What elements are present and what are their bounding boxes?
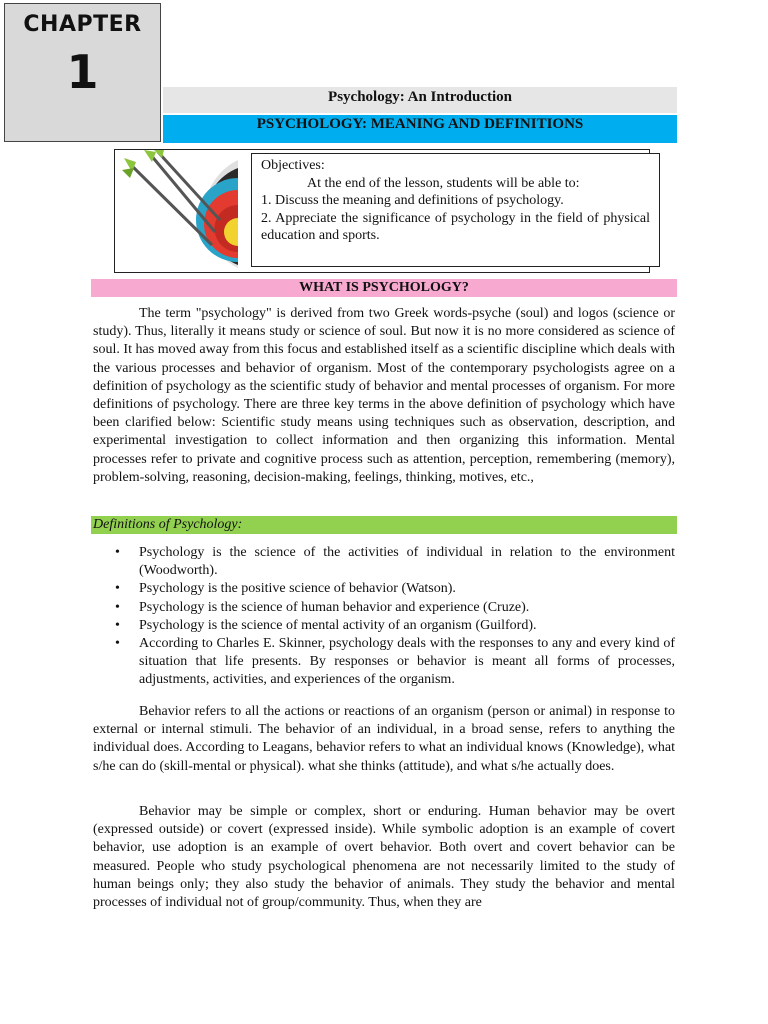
- bullet-icon: •: [115, 581, 120, 597]
- objectives-intro: At the end of the lesson, students will be able to:: [307, 175, 580, 191]
- body-paragraph: Behavior refers to all the actions or reactions of an organism (person or animal) in response to external or internal stimuli. The behavior of an individual, in a broad sense, refers to anything the individual does. According to Leagans, behavior refers to what an individual knows (Knowledge), what s/he can do (skill-mental or physical). what she thinks (attitude), and what s/he actually does.: [93, 704, 675, 774]
- bullet-icon: •: [115, 636, 120, 652]
- chapter-box: [4, 3, 161, 142]
- objective-item: 2. Appreciate the significance of psychology in the field of physical education and sports.: [261, 210, 650, 243]
- objectives-box: [251, 153, 660, 267]
- list-item: • According to Charles E. Skinner, psychology deals with the responses to any and every kind of situation that life presents. By responses or behavior is meant all forms of processes, adjustments, activities, and experiences of the organism.: [115, 636, 675, 688]
- definitions-heading: Definitions of Psychology:: [91, 516, 677, 534]
- definitions-list: [93, 544, 675, 690]
- archery-target-icon: [120, 150, 238, 270]
- subject-heading: Psychology: An Introduction: [163, 87, 677, 113]
- bullet-icon: •: [115, 617, 120, 633]
- body-paragraph: Behavior may be simple or complex, short or enduring. Human behavior may be overt (expressed outside) or covert (expressed inside). While symbolic adoption is an example of covert behavior, use adoption is an example of overt behavior. Both overt and covert behavior can be measured. People who study psychological phenomena are not necessarily limited to the study of human beings only; they also study the behavior of animals. They study the behavior and mental processes of individual not of group/community. Thus, when they are: [93, 804, 675, 911]
- list-item: • Psychology is the positive science of behavior (Watson).: [93, 580, 675, 598]
- bullet-icon: •: [115, 545, 120, 560]
- section-title: WHAT IS PSYCHOLOGY?: [91, 279, 677, 297]
- list-item: • Psychology is the science of mental activity of an organism (Guilford).: [93, 617, 675, 635]
- objectives-title: Objectives:: [261, 158, 325, 173]
- objective-item: 1. Discuss the meaning and definitions of psychology.: [261, 193, 564, 208]
- intro-paragraph: The term "psychology" is derived from two Greek words-psyche (soul) and logos (science or study). Thus, literally it means study or science of soul. But now it is no more considered as science of soul. It has moved away from this focus and established itself as a scientific discipline which deals with the various processes and behavior of organism. Most of the contemporary psychologists agree on a definition of psychology as the scientific study of behavior and mental processes of organism. For more definitions of psychology. There are three key terms in the above definition of psychology which have been clarified below: Scientific study means using techniques such as observation, description, and experimental investigation to collect information and then organizing this information. Mental processes refer to private and cognitive process such as attention, perception, remembering (memory), problem-solving, reasoning, decision-making, feelings, thinking, motives, etc.,: [93, 306, 675, 485]
- bullet-icon: •: [115, 599, 120, 615]
- list-item: • Psychology is the science of human behavior and experience (Cruze).: [93, 599, 675, 617]
- chapter-number: 1: [66, 45, 99, 99]
- chapter-label: CHAPTER: [23, 12, 142, 37]
- list-item: • Psychology is the science of the activities of individual in relation to the environment (Woodworth).: [115, 545, 675, 579]
- topic-heading: PSYCHOLOGY: MEANING AND DEFINITIONS: [163, 115, 677, 143]
